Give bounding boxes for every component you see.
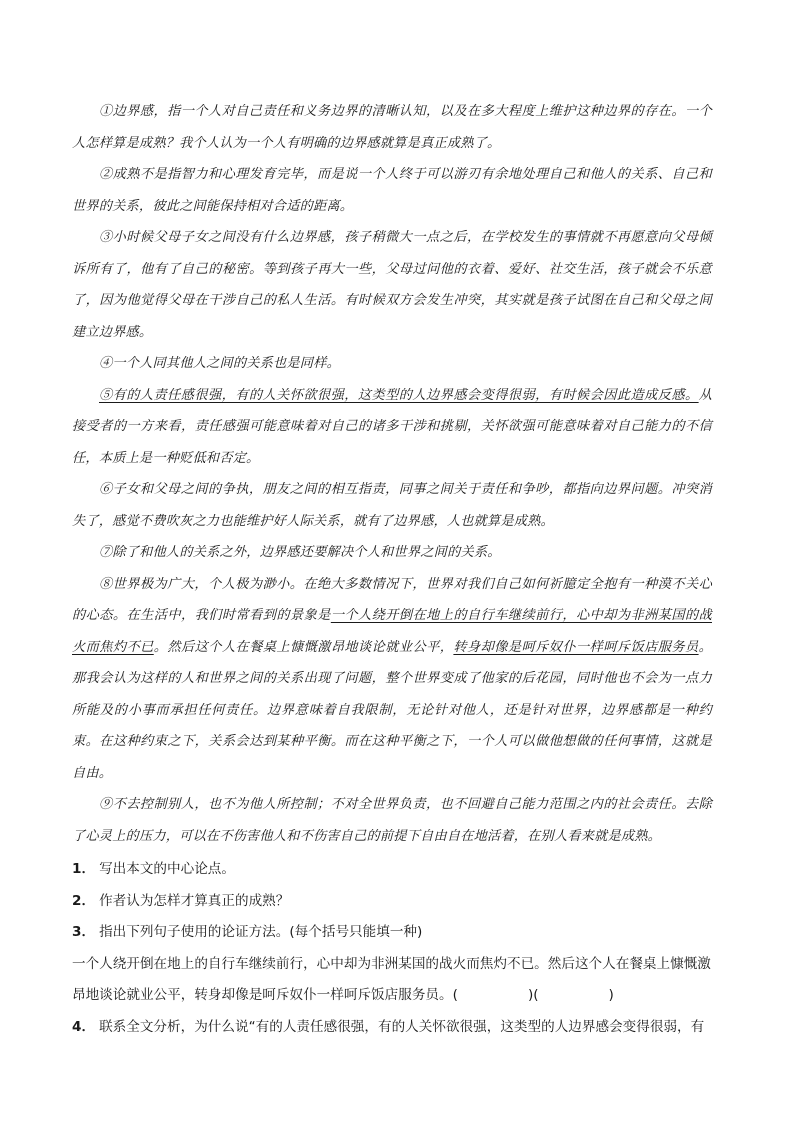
blank-close: ) bbox=[608, 987, 614, 1003]
blank-mid: )( bbox=[527, 987, 539, 1003]
question-4-number: 4． bbox=[72, 1018, 96, 1035]
paragraph-4: ④一个人同其他人之间的关系也是同样。 bbox=[99, 356, 340, 371]
question-3-quoted-sentence: 一个人绕开倒在地上的自行车继续前行，心中却为非洲某国的战火而焦灼不已。然后这个人在餐桌上慷慨激昂地谈论就业公平，转身却像是呵斥奴仆一样呵斥饭店服务员。 bbox=[72, 955, 711, 1003]
paragraph-2: ②成熟不是指智力和心理发育完毕，而是说一个人终于可以游刃有余地处理自己和他人的关系、自己和世界的关系，彼此之间能保持相对合适的距离。 bbox=[72, 167, 712, 214]
paragraph-9: ⑨不去控制别人，也不为他人所控制；不对全世界负责，也不回避自己能力范围之内的社会责任。去除了心灵上的压力，可以在不伤害他人和不伤害自己的前提下自由自在地活着，在别人看来就是成熟。 bbox=[72, 797, 712, 844]
question-3-text: 指出下列句子使用的论证方法。(每个括号只能填一种) bbox=[99, 924, 423, 940]
paragraph-5 bbox=[72, 380, 712, 475]
question-4 bbox=[72, 1012, 712, 1044]
question-2-text: 作者认为怎样才算真正的成熟？ bbox=[99, 892, 290, 909]
question-3-sentence bbox=[72, 949, 712, 1012]
questions-section bbox=[72, 854, 712, 1043]
blank-open: ( bbox=[452, 987, 458, 1003]
paragraph-1: ①边界感，指一个人对自己责任和义务边界的清晰认知，以及在多大程度上维护这种边界的存在。一个人怎样算是成熟？我个人认为一个人有明确的边界感就算是真正成熟了。 bbox=[72, 104, 712, 151]
question-1-text: 写出本文的中心论点。 bbox=[99, 861, 235, 877]
paragraph-8-underline-2: 转身却像是呵斥奴仆一样呵斥饭店服务员 bbox=[453, 639, 699, 655]
paragraph-8-part-a: ⑧世界极为广大，个人极为渺小。在绝大多数情况下，世界对我们自己如何祈臆定全抱有一种漠不关心的心态。在生活中，我们时常看到的景象是 bbox=[72, 576, 712, 623]
paragraph-6: ⑥子女和父母之间的争执，朋友之间的相互指责，同事之间关于责任和争吵，都指向边界问题。冲突消失了，感觉不费吹灰之力也能维护好人际关系，就有了边界感，人也就算是成熟。 bbox=[72, 482, 712, 529]
question-1 bbox=[72, 854, 712, 886]
paragraph-8-part-b: 。然后这个人在餐桌上慷慨激昂地谈论就业公平， bbox=[153, 639, 454, 655]
question-1-number: 1． bbox=[72, 861, 96, 877]
paragraph-5-underlined: ⑤有的人责任感很强，有的人关怀欲很强，这类型的人边界感会变得很弱，有时候会因此造成反感。 bbox=[99, 387, 699, 403]
question-3-number: 3． bbox=[72, 924, 96, 940]
reading-passage bbox=[72, 96, 712, 852]
paragraph-8-part-c: 。那我会认为这样的人和世界之间的关系出现了问题，整个世界变成了他家的后花园，同时他也不会为一点力所能及的小事而承担任何责任。边界意味着自我限制，无论针对他人，还是针对世界，边界感都是一种约束。在这种约束之下，关系会达到某种平衡。而在这种平衡之下，一个人可以做他想做的任何事情，这就是自由。 bbox=[72, 639, 712, 781]
question-2-number: 2． bbox=[72, 892, 96, 909]
paragraph-8 bbox=[72, 569, 712, 790]
paragraph-8-underline-1: 一个人绕开倒在地上的自行车继续前行，心中却为非洲某国的战火而焦灼不已 bbox=[72, 608, 712, 655]
paragraph-3: ③小时候父母子女之间没有什么边界感，孩子稍微大一点之后，在学校发生的事情就不再愿意向父母倾诉所有了，他有了自己的秘密。等到孩子再大一些，父母过问他的衣着、爱好、社交生活，孩子就会不乐意了，因为他觉得父母在干涉自己的私人生活。有时候双方会发生冲突，其实就是孩子试图在自己和父母之间建立边界感。 bbox=[72, 230, 712, 340]
paragraph-7: ⑦除了和他人的关系之外，边界感还要解决个人和世界之间的关系。 bbox=[99, 545, 501, 560]
question-2 bbox=[72, 886, 712, 918]
paragraph-5-rest: 从接受者的一方来看，责任感强可能意味着对自己的诸多干涉和挑剔，关怀欲强可能意味着对自己能力的不信任，本质上是一种贬低和否定。 bbox=[72, 387, 712, 466]
question-4-text: 联系全文分析，为什么说“有的人责任感很强，有的人关怀欲很强，这类型的人边界感会变得很弱，有 bbox=[99, 1018, 705, 1035]
question-3 bbox=[72, 917, 712, 949]
